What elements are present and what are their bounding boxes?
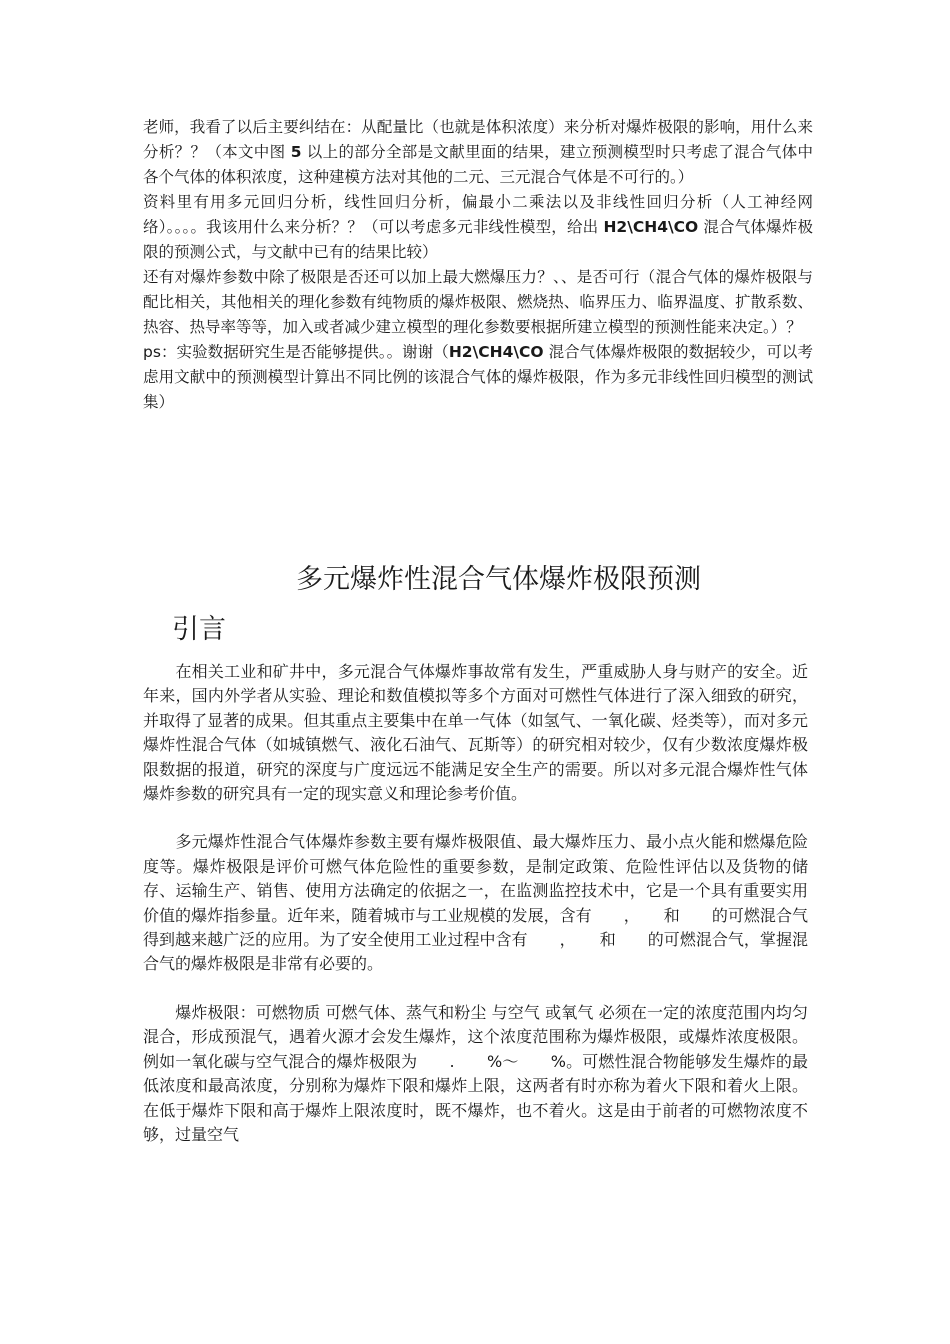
note-bold-text: 5 <box>290 143 302 161</box>
note-bold-text: H2\CH4\CO <box>448 343 544 361</box>
note-paragraph-4 <box>143 340 813 415</box>
body-paragraph-1: 在相关工业和矿井中，多元混合气体爆炸事故常有发生，严重威胁人身与财产的安全。近年来，国内外学者从实验、理论和数值模拟等多个方面对可燃性气体进行了深入细致的研究，并取得了显著的成果。但其重点主要集中在单一气体（如氢气、一氧化碳、烃类等），而对多元爆炸性混合气体（如城镇燃气、液化石油气、瓦斯等）的研究相对较少，仅有少数浓度爆炸极限数据的报道，研究的深度与广度远远不能满足安全生产的需要。所以对多元混合爆炸性气体爆炸参数的研究具有一定的现实意义和理论参考价值。 <box>143 662 808 804</box>
note-text: 以上的部分全部是文献里面的结果，建立预测模型时只考虑了混合气体中各个气体的体积浓度，这种建模方法对其他的二元、三元混合气体是不可行的。） <box>143 143 813 186</box>
note-paragraph-1 <box>143 115 813 190</box>
note-paragraph-3: 还有对爆炸参数中除了极限是否还可以加上最大燃爆压力？、、是否可行（混合气体的爆炸极限与配比相关，其他相关的理化参数有纯物质的爆炸极限、燃烧热、临界压力、临界温度、扩散系数、热容、热导率等等，加入或者减少建立模型的理化参数要根据所建立模型的预测性能来决定。）？ <box>143 268 813 336</box>
body-paragraph-3: 爆炸极限：可燃物质 可燃气体、蒸气和粉尘 与空气 或氧气 必须在一定的浓度范围内均匀混合，形成预混气，遇着火源才会发生爆炸，这个浓度范围称为爆炸极限，或爆炸浓度极限。例如一氧化碳与空气混合的爆炸极限为 . %～ %。可燃性混合物能够发生爆炸的最低浓度和最高浓度，分别称为爆炸下限和爆炸上限，这两者有时亦称为着火下限和着火上限。在低于爆炸下限和高于爆炸上限浓度时，既不爆炸，也不着火。这是由于前者的可燃物浓度不够，过量空气 <box>143 1002 808 1144</box>
note-text: 混合气体爆炸极限的数据较少，可以考虑用文献中的预测模型计算出不同比例的该混合气体的爆炸极限，作为多元非线性回归模型的测试集） <box>143 343 813 411</box>
note-paragraph-2 <box>143 190 813 265</box>
note-text: 混合气体爆炸极限的预测公式，与文献中已有的结果比较） <box>143 218 813 261</box>
note-lead: ps <box>143 343 161 361</box>
note-bold-text: H2\CH4\CO <box>603 218 699 236</box>
section-heading: 引言 <box>172 614 226 645</box>
body-paragraph-2: 多元爆炸性混合气体爆炸参数主要有爆炸极限值、最大爆炸压力、最小点火能和燃爆危险度等。爆炸极限是评价可燃气体危险性的重要参数，是制定政策、危险性评估以及货物的储存、运输生产、销售、使用方法确定的依据之一，在监测监控技术中，它是一个具有重要实用价值的爆炸指参量。近年来，随着城市与工业规模的发展，含有 ， 和 的可燃混合气得到越来越广泛的应用。为了安全使用工业过程中含有 ， 和 的可燃混合气，掌握混合气的爆炸极限是非常有必要的。 <box>143 832 808 974</box>
document-body <box>143 660 808 1147</box>
note-text: ：实验数据研究生是否能够提供。。谢谢（ <box>160 343 449 361</box>
note-text: 老师，我看了以后主要纠结在：从配量比（也就是体积浓度）来分析对爆炸极限的影响，用什么来分析？？（本文中图 <box>143 118 813 161</box>
note-text: 资料里有用多元回归分析，线性回归分析，偏最小二乘法以及非线性回归分析（人工神经网络）。。。。我该用什么来分析？？（可以考虑多元非线性模型，给出 <box>143 193 813 236</box>
advisor-notes <box>143 115 813 415</box>
document-title: 多元爆炸性混合气体爆炸极限预测 <box>296 564 701 595</box>
